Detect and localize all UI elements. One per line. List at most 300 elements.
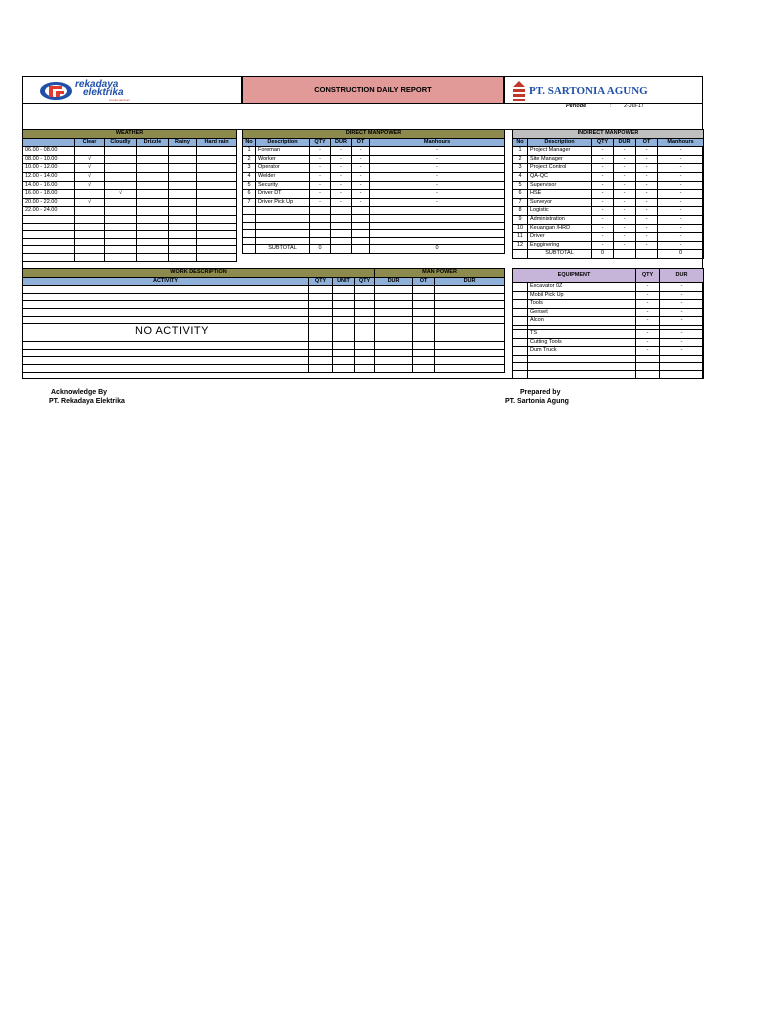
equipment-row <box>513 291 704 300</box>
equipment-empty-cell <box>513 370 528 378</box>
indirect-manpower-cell: - <box>614 164 636 173</box>
weather-empty-cell <box>23 246 75 254</box>
indirect-manpower-cell: - <box>636 233 658 242</box>
equipment-name: Mobil Pick Up <box>528 291 636 300</box>
weather-table <box>22 129 237 262</box>
indirect-manpower-cell: - <box>592 190 614 199</box>
indirect-manpower-cell: - <box>636 224 658 233</box>
direct-subtotal-blank <box>331 245 352 254</box>
indirect-manpower-cell: - <box>592 155 614 164</box>
logo-tagline: inovasi jaminan <box>109 98 130 102</box>
indirect-manpower-cell: Supervisor <box>528 181 592 190</box>
activity-cell <box>435 293 505 301</box>
weather-mark: √ <box>75 164 105 173</box>
equipment-blank <box>513 308 528 317</box>
weather-mark: √ <box>75 198 105 207</box>
indirect-manpower-cell: - <box>592 164 614 173</box>
activity-cell <box>375 364 413 372</box>
direct-manpower-cell: - <box>310 198 331 207</box>
direct-empty-cell <box>352 237 370 245</box>
indirect-manpower-cell: 12 <box>513 241 528 250</box>
direct-empty-cell <box>352 214 370 222</box>
weather-mark <box>137 172 169 181</box>
direct-manpower-row <box>243 147 505 156</box>
weather-empty-cell <box>169 238 197 246</box>
direct-manpower-cell: - <box>352 147 370 156</box>
direct-col-header: OT <box>352 138 370 147</box>
weather-empty-cell <box>137 231 169 239</box>
weather-empty-cell <box>137 215 169 223</box>
weather-mark <box>137 155 169 164</box>
equipment-blank <box>513 283 528 292</box>
indirect-col-header: No <box>513 138 528 147</box>
indirect-manpower-cell: - <box>614 147 636 156</box>
activity-cell <box>333 364 355 372</box>
direct-manpower-title: DIRECT MANPOWER <box>243 130 505 139</box>
work-empty-cell <box>435 324 505 342</box>
equipment-empty-row <box>513 370 704 378</box>
indirect-manpower-cell: 8 <box>513 207 528 216</box>
activity-cell <box>413 286 435 294</box>
activity-cell <box>23 293 309 301</box>
equipment-name: Tools <box>528 300 636 309</box>
direct-manpower-cell: - <box>370 155 505 164</box>
activity-cell <box>375 286 413 294</box>
indirect-manpower-cell: - <box>658 241 704 250</box>
weather-empty-cell <box>75 231 105 239</box>
equipment-empty-row <box>513 363 704 371</box>
indirect-manpower-cell: - <box>636 215 658 224</box>
indirect-manpower-cell: - <box>592 172 614 181</box>
indirect-manpower-cell: Keuangan /HRD <box>528 224 592 233</box>
activity-cell <box>309 286 333 294</box>
direct-manpower-row <box>243 190 505 199</box>
weather-empty-cell <box>137 223 169 231</box>
indirect-manpower-cell: 6 <box>513 190 528 199</box>
direct-manpower-table <box>242 129 505 254</box>
activity-cell <box>413 293 435 301</box>
work-col-header: UNIT <box>333 277 355 286</box>
indirect-manpower-cell: - <box>592 198 614 207</box>
indirect-manpower-cell: HSE <box>528 190 592 199</box>
indirect-manpower-table <box>512 129 704 259</box>
weather-mark <box>197 164 237 173</box>
activity-cell <box>333 308 355 316</box>
weather-mark <box>169 155 197 164</box>
indirect-manpower-cell: - <box>636 172 658 181</box>
indirect-manpower-cell: Driver <box>528 233 592 242</box>
direct-manpower-row <box>243 198 505 207</box>
direct-manpower-cell: - <box>331 155 352 164</box>
direct-empty-cell <box>352 222 370 230</box>
weather-empty-cell <box>105 231 137 239</box>
equipment-qty: - <box>636 317 660 326</box>
work-col-header: QTY <box>355 277 375 286</box>
direct-manpower-cell: 1 <box>243 147 256 156</box>
equipment-empty-cell <box>513 355 528 363</box>
activity-row <box>23 364 505 372</box>
equipment-row <box>513 329 704 338</box>
activity-row <box>23 293 505 301</box>
periode-value: 2-Jul-17 <box>624 103 644 109</box>
direct-empty-row <box>243 214 505 222</box>
title-cell <box>242 76 504 104</box>
direct-manpower-cell: - <box>352 198 370 207</box>
indirect-manpower-cell: - <box>614 155 636 164</box>
indirect-manpower-cell: Site Manager <box>528 155 592 164</box>
direct-manpower-cell: 3 <box>243 164 256 173</box>
activity-row <box>23 357 505 365</box>
indirect-manpower-cell: - <box>614 241 636 250</box>
work-description-table <box>22 268 505 373</box>
indirect-subtotal-blank <box>513 250 528 259</box>
activity-cell <box>375 349 413 357</box>
activity-cell <box>333 357 355 365</box>
weather-mark: √ <box>105 190 137 199</box>
left-logo-cell <box>22 76 242 104</box>
direct-empty-cell <box>243 230 256 238</box>
indirect-manpower-cell: - <box>658 215 704 224</box>
activity-cell <box>435 349 505 357</box>
equipment-qty: - <box>636 291 660 300</box>
weather-empty-cell <box>197 238 237 246</box>
indirect-manpower-cell: 9 <box>513 215 528 224</box>
direct-manpower-cell: - <box>310 155 331 164</box>
direct-manpower-cell: - <box>331 190 352 199</box>
direct-manpower-cell: Foreman <box>256 147 310 156</box>
direct-manpower-cell: - <box>310 181 331 190</box>
weather-empty-cell <box>23 238 75 246</box>
indirect-col-header: DUR <box>614 138 636 147</box>
indirect-manpower-row <box>513 155 704 164</box>
activity-cell <box>309 364 333 372</box>
work-empty-cell <box>309 324 333 342</box>
activity-row <box>23 301 505 309</box>
weather-mark: √ <box>75 172 105 181</box>
direct-empty-cell <box>243 207 256 215</box>
direct-empty-cell <box>256 222 310 230</box>
indirect-manpower-cell: - <box>614 215 636 224</box>
work-empty-cell <box>375 324 413 342</box>
indirect-manpower-cell: 11 <box>513 233 528 242</box>
weather-row <box>23 207 237 216</box>
equipment-empty-cell <box>528 370 636 378</box>
equipment-dur: - <box>660 329 704 338</box>
indirect-col-header: OT <box>636 138 658 147</box>
weather-col-header: Rainy <box>169 138 197 147</box>
indirect-manpower-row <box>513 172 704 181</box>
weather-time: 16.00 - 18.00 <box>23 190 75 199</box>
indirect-manpower-row <box>513 207 704 216</box>
indirect-manpower-cell: Surveyor <box>528 198 592 207</box>
weather-empty-cell <box>23 215 75 223</box>
weather-row <box>23 181 237 190</box>
no-activity-text: NO ACTIVITY <box>135 324 209 337</box>
activity-cell <box>435 286 505 294</box>
indirect-manpower-row <box>513 224 704 233</box>
weather-mark: √ <box>75 155 105 164</box>
weather-time: 10.00 - 12.00 <box>23 164 75 173</box>
weather-mark <box>105 207 137 216</box>
direct-subtotal-blank <box>243 245 256 254</box>
equipment-name: Genset <box>528 308 636 317</box>
equipment-col-header: DUR <box>660 269 704 283</box>
direct-empty-cell <box>370 207 505 215</box>
indirect-manpower-cell: - <box>658 147 704 156</box>
activity-row <box>23 342 505 350</box>
weather-empty-cell <box>169 215 197 223</box>
sartonia-company-name: PT. SARTONIA AGUNG <box>529 85 648 97</box>
weather-empty-cell <box>105 246 137 254</box>
activity-cell <box>375 342 413 350</box>
weather-mark <box>197 190 237 199</box>
equipment-empty-cell <box>660 370 704 378</box>
direct-manpower-row <box>243 155 505 164</box>
activity-cell <box>435 364 505 372</box>
work-col-header: OT <box>413 277 435 286</box>
weather-row <box>23 164 237 173</box>
periode-colon: : <box>610 103 612 109</box>
direct-manpower-row <box>243 181 505 190</box>
direct-manpower-cell: - <box>370 147 505 156</box>
weather-mark <box>137 190 169 199</box>
direct-manpower-row <box>243 172 505 181</box>
weather-mark: √ <box>75 181 105 190</box>
weather-empty-cell <box>137 253 169 261</box>
weather-time: 12.00 - 14.00 <box>23 172 75 181</box>
weather-mark <box>137 181 169 190</box>
activity-row <box>23 286 505 294</box>
direct-empty-cell <box>331 237 352 245</box>
activity-cell <box>355 286 375 294</box>
direct-empty-cell <box>243 222 256 230</box>
weather-mark <box>137 207 169 216</box>
direct-manpower-cell: - <box>370 181 505 190</box>
indirect-subtotal-blank <box>636 250 658 259</box>
weather-empty-cell <box>105 215 137 223</box>
logo-text-elektrika: elektrika <box>83 87 124 98</box>
direct-empty-cell <box>331 222 352 230</box>
direct-empty-cell <box>310 207 331 215</box>
acknowledge-label: Acknowledge By <box>51 389 108 396</box>
indirect-manpower-cell: - <box>636 241 658 250</box>
activity-cell <box>413 301 435 309</box>
indirect-manpower-cell: - <box>636 147 658 156</box>
indirect-manpower-cell: Project Control <box>528 164 592 173</box>
weather-empty-cell <box>169 223 197 231</box>
weather-empty-cell <box>137 246 169 254</box>
equipment-row <box>513 300 704 309</box>
activity-cell <box>375 293 413 301</box>
equipment-name: Excavator 0Z <box>528 283 636 292</box>
activity-cell <box>333 342 355 350</box>
direct-empty-row <box>243 207 505 215</box>
weather-empty-cell <box>75 253 105 261</box>
weather-empty-cell <box>105 238 137 246</box>
equipment-qty: - <box>636 308 660 317</box>
direct-manpower-cell: - <box>310 164 331 173</box>
prepared-company: PT. Sartonia Agung <box>505 398 569 405</box>
indirect-subtotal-blank <box>614 250 636 259</box>
direct-manpower-cell: - <box>331 198 352 207</box>
indirect-manpower-cell: 10 <box>513 224 528 233</box>
direct-manpower-cell: 2 <box>243 155 256 164</box>
indirect-manpower-cell: 5 <box>513 181 528 190</box>
equipment-dur: - <box>660 283 704 292</box>
indirect-manpower-cell: - <box>592 241 614 250</box>
weather-mark <box>169 172 197 181</box>
indirect-manpower-cell: 1 <box>513 147 528 156</box>
equipment-qty: - <box>636 338 660 347</box>
direct-manpower-cell: 4 <box>243 172 256 181</box>
work-col-header: DUR <box>375 277 413 286</box>
direct-manpower-cell: - <box>352 164 370 173</box>
direct-empty-cell <box>370 222 505 230</box>
equipment-empty-row <box>513 355 704 363</box>
rekadaya-emblem-icon <box>39 81 73 101</box>
weather-mark <box>105 147 137 156</box>
weather-mark <box>169 198 197 207</box>
weather-empty-cell <box>105 223 137 231</box>
indirect-manpower-cell: - <box>614 190 636 199</box>
direct-empty-row <box>243 222 505 230</box>
weather-mark <box>137 198 169 207</box>
indirect-subtotal-manhours: 0 <box>658 250 704 259</box>
work-col-header: ACTIVITY <box>23 277 309 286</box>
direct-manpower-cell: - <box>370 190 505 199</box>
activity-cell <box>23 301 309 309</box>
direct-manpower-cell: 6 <box>243 190 256 199</box>
direct-manpower-cell: Worker <box>256 155 310 164</box>
direct-empty-cell <box>310 230 331 238</box>
indirect-manpower-cell: - <box>614 233 636 242</box>
weather-empty-cell <box>105 253 137 261</box>
weather-mark <box>197 172 237 181</box>
direct-col-header: QTY <box>310 138 331 147</box>
indirect-manpower-cell: - <box>658 190 704 199</box>
activity-cell <box>413 364 435 372</box>
indirect-manpower-cell: - <box>592 181 614 190</box>
direct-empty-cell <box>370 230 505 238</box>
direct-manpower-cell: - <box>331 181 352 190</box>
activity-cell <box>23 357 309 365</box>
activity-cell <box>375 316 413 324</box>
activity-cell <box>435 301 505 309</box>
equipment-row <box>513 338 704 347</box>
direct-empty-cell <box>370 214 505 222</box>
direct-col-header: DUR <box>331 138 352 147</box>
indirect-manpower-title: INDIRECT MANPOWER <box>513 130 704 139</box>
direct-empty-cell <box>352 207 370 215</box>
weather-empty-cell <box>169 253 197 261</box>
equipment-qty: - <box>636 283 660 292</box>
periode-label: Periode <box>566 103 587 109</box>
indirect-manpower-cell: - <box>592 224 614 233</box>
indirect-manpower-cell: - <box>658 181 704 190</box>
weather-mark <box>197 155 237 164</box>
direct-manpower-row <box>243 164 505 173</box>
activity-cell <box>413 349 435 357</box>
activity-cell <box>355 364 375 372</box>
weather-empty-cell <box>169 246 197 254</box>
activity-cell <box>309 301 333 309</box>
direct-manpower-cell: - <box>352 155 370 164</box>
direct-manpower-cell: - <box>310 147 331 156</box>
weather-mark <box>137 147 169 156</box>
direct-manpower-cell: Driver Pick Up <box>256 198 310 207</box>
equipment-blank <box>513 338 528 347</box>
weather-empty-cell <box>197 253 237 261</box>
activity-cell <box>23 364 309 372</box>
activity-cell <box>413 342 435 350</box>
indirect-manpower-cell: 4 <box>513 172 528 181</box>
indirect-manpower-cell: Administration <box>528 215 592 224</box>
activity-cell <box>413 316 435 324</box>
weather-time: 06.00 - 08.00 <box>23 147 75 156</box>
direct-manpower-cell: Operator <box>256 164 310 173</box>
weather-row <box>23 155 237 164</box>
indirect-manpower-cell: - <box>636 164 658 173</box>
direct-empty-cell <box>331 207 352 215</box>
indirect-manpower-row <box>513 241 704 250</box>
weather-time: 14.00 - 16.00 <box>23 181 75 190</box>
equipment-table <box>512 268 704 379</box>
rekadaya-logo <box>39 80 149 102</box>
weather-mark <box>169 147 197 156</box>
activity-cell <box>333 316 355 324</box>
equipment-name: Alcon <box>528 317 636 326</box>
equipment-empty-cell <box>636 355 660 363</box>
equipment-empty-cell <box>528 363 636 371</box>
activity-cell <box>355 301 375 309</box>
direct-empty-cell <box>331 214 352 222</box>
weather-row <box>23 172 237 181</box>
activity-cell <box>375 357 413 365</box>
activity-cell <box>435 357 505 365</box>
indirect-col-header: Manhours <box>658 138 704 147</box>
indirect-manpower-row <box>513 181 704 190</box>
direct-manpower-cell: - <box>370 198 505 207</box>
equipment-blank <box>513 347 528 356</box>
weather-row <box>23 198 237 207</box>
activity-cell <box>309 342 333 350</box>
periode-row <box>504 103 703 113</box>
indirect-manpower-cell: - <box>592 233 614 242</box>
direct-subtotal-label: SUBTOTAL <box>256 245 310 254</box>
activity-cell <box>333 286 355 294</box>
weather-empty-cell <box>197 246 237 254</box>
weather-empty-cell <box>75 223 105 231</box>
activity-cell <box>23 308 309 316</box>
logo-text-rekadaya: rekadaya <box>75 79 119 90</box>
weather-mark <box>169 181 197 190</box>
weather-time: 08.00 - 10.00 <box>23 155 75 164</box>
weather-empty-cell <box>23 253 75 261</box>
weather-col-header: Cloudly <box>105 138 137 147</box>
indirect-manpower-cell: - <box>614 181 636 190</box>
indirect-manpower-cell: 3 <box>513 164 528 173</box>
direct-manpower-cell: - <box>370 164 505 173</box>
weather-mark <box>197 147 237 156</box>
weather-empty-cell <box>23 231 75 239</box>
weather-mark <box>169 207 197 216</box>
weather-mark <box>75 147 105 156</box>
activity-cell <box>23 316 309 324</box>
activity-cell <box>375 308 413 316</box>
equipment-dur: - <box>660 317 704 326</box>
indirect-manpower-row <box>513 215 704 224</box>
activity-cell <box>375 301 413 309</box>
